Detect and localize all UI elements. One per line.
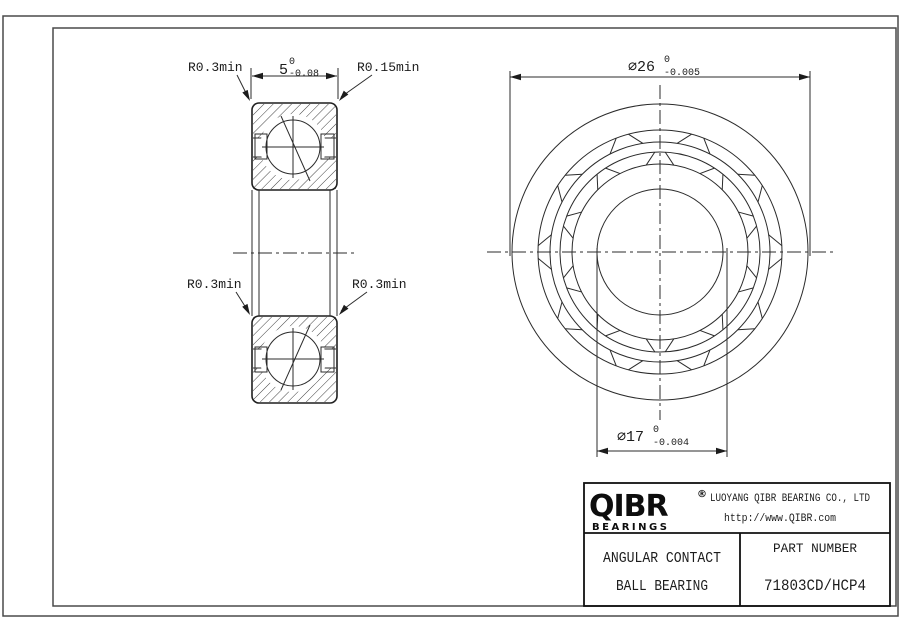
logo-subtext: BEARINGS [592,522,670,533]
radius-label-mid-left: R0.3min [187,277,242,292]
company-name: LUOYANG QIBR BEARING CO., LTD [710,493,871,505]
logo-text: QIBR [589,489,668,524]
cross-section-view [187,57,419,403]
bore-tolerance-upper: 0 [653,425,660,436]
registered-trademark-icon: ® [697,489,707,500]
bore-tolerance-lower: -0.004 [653,438,690,449]
radius-label-mid-right: R0.3min [352,277,407,292]
radius-label-top-left: R0.3min [188,60,243,75]
website-url: http://www.QIBR.com [724,513,837,525]
part-number-value: 71803CD/HCP4 [764,577,866,595]
od-dimension-value: ∅26 [628,59,656,76]
part-number-label: PART NUMBER [773,541,858,556]
section-bottom-half [252,316,337,403]
width-dimension [251,57,338,99]
product-type-line2: BALL BEARING [616,578,708,595]
width-tolerance-lower: -0.08 [289,69,320,80]
section-top-half [252,103,337,190]
width-tolerance-upper: 0 [289,57,296,68]
width-dimension-value: 5 [279,62,289,79]
qibr-logo [589,489,707,533]
bore-dimension-value: ∅17 [617,429,645,446]
front-view [487,55,833,457]
od-tolerance-upper: 0 [664,55,671,66]
radius-label-top-right: R0.15min [357,60,420,75]
od-tolerance-lower: -0.005 [664,68,701,79]
product-type-line1: ANGULAR CONTACT [603,550,721,567]
title-block [584,483,890,606]
